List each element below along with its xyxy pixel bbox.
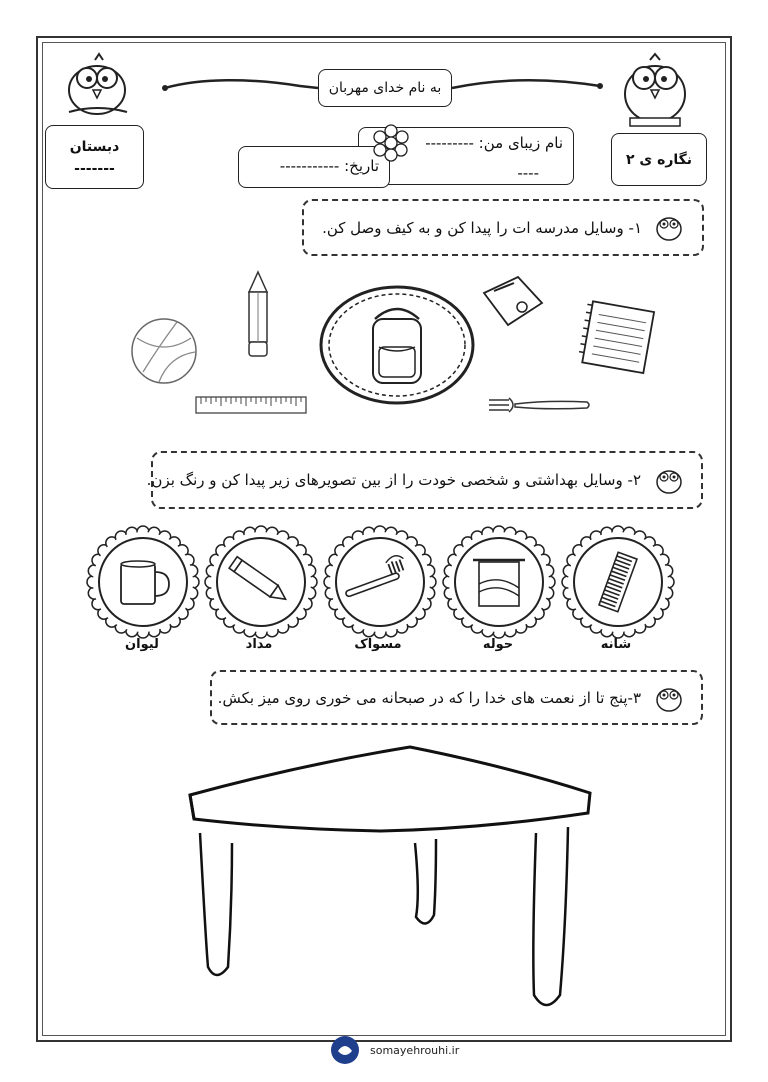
- question-1-box: [302, 199, 704, 256]
- towel-icon: [473, 560, 525, 606]
- item-label-toothbrush: مسواک: [354, 637, 402, 652]
- hygiene-circle-mug-icon[interactable]: [87, 526, 199, 638]
- school-label: دبستان: [69, 139, 120, 155]
- question-2-box: [146, 451, 703, 509]
- owl-bullet-icon: [652, 681, 686, 715]
- owl-bullet-icon: [652, 463, 686, 497]
- page-title: به نام خدای مهربان: [318, 69, 452, 107]
- item-label-comb: شانه: [600, 637, 632, 652]
- lesson-label: نگاره ی ۲: [611, 133, 707, 186]
- name-label: نام زیبای من: ---------: [425, 134, 563, 152]
- ball-icon: [129, 316, 199, 386]
- name-blank-2: ----: [517, 164, 539, 182]
- hygiene-circle-toothbrush-icon[interactable]: [324, 526, 436, 638]
- pencil-icon: [243, 270, 273, 360]
- hygiene-circle-towel-icon[interactable]: [443, 526, 555, 638]
- site-logo-icon: [330, 1035, 360, 1065]
- date-box: [238, 146, 390, 188]
- item-label-towel: حوله: [482, 637, 514, 652]
- date-label: تاریخ: -----------: [279, 157, 379, 175]
- school-box: [45, 125, 144, 189]
- item-label-mug: لیوان: [125, 637, 159, 652]
- ruler-icon: [195, 396, 307, 416]
- owl-bullet-icon: [652, 210, 686, 244]
- owl-right-icon: [610, 52, 700, 132]
- footer-site: somayehrouhi.ir: [370, 1044, 460, 1057]
- hygiene-circle-comb-icon[interactable]: [562, 526, 674, 638]
- fork-icon: [487, 394, 591, 418]
- school-blank: -------: [74, 161, 115, 177]
- hygiene-items-row: [0, 520, 768, 650]
- notebook-icon: [577, 302, 657, 374]
- table-drawing-area[interactable]: [180, 745, 600, 1025]
- owl-left-icon: [55, 50, 145, 120]
- sharpener-icon: [478, 273, 548, 331]
- question-1-text: ۱- وسایل مدرسه ات را پیدا کن و به کیف وصل کن.: [322, 218, 642, 237]
- question-3-box: [210, 670, 703, 725]
- hygiene-circle-pencil-icon[interactable]: [205, 526, 317, 638]
- item-label-pencil: مداد: [245, 637, 273, 652]
- backpack-icon[interactable]: [319, 285, 475, 405]
- question-2-text: ۲- وسایل بهداشتی و شخصی خودت را از بین تصویرهای زیر پیدا کن و رنگ بزن.: [146, 471, 641, 489]
- flower-icon: [371, 123, 411, 163]
- question-3-text: ۳-پنج تا از نعمت های خدا را که در صبحانه می خوری روی میز بکش.: [217, 688, 641, 707]
